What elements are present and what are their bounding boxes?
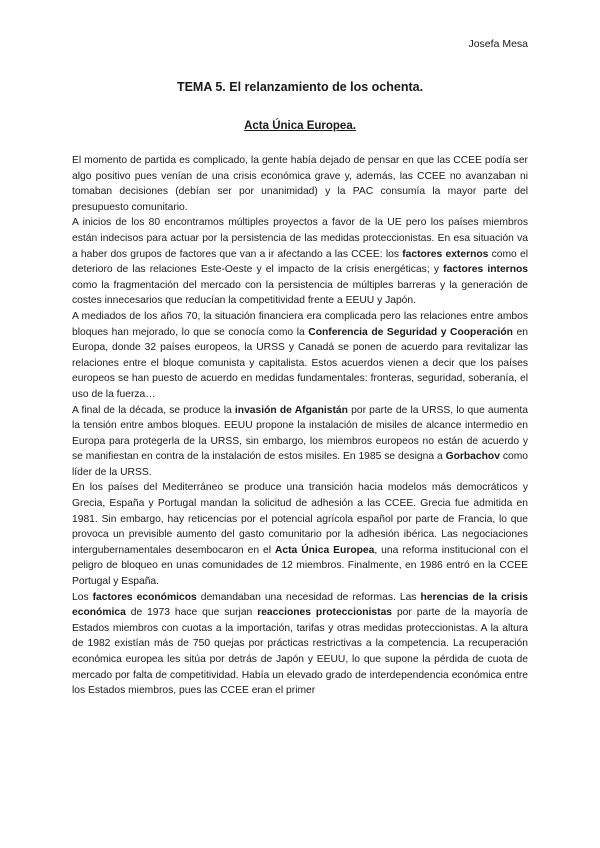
bold-term: invasión de Afganistán <box>234 404 348 416</box>
paragraph <box>72 590 528 699</box>
bold-term: herencias de la crisis económica <box>72 591 528 619</box>
bold-term: Conferencia de Seguridad y Cooperación <box>308 326 513 338</box>
bold-term: factores externos <box>402 248 489 260</box>
text-run: A inicios de los 80 encontramos múltiples proyectos a favor de la UE pero los países miembros están indecisos para actuar por la persistencia de las medidas proteccionistas. En esa situación va a haber dos grupos de factores que van a ir afectando a las CCEE: los <box>72 217 528 260</box>
author-name: Josefa Mesa <box>468 38 528 50</box>
text-run: A final de la década, se produce la <box>72 404 235 416</box>
bold-term: Acta Única Europea <box>274 544 375 556</box>
paragraph <box>72 309 528 403</box>
text-run: como líder de la URSS. <box>72 451 529 478</box>
text-run: , una reforma institucional con el peligro de bloqueo en unas comunidades de 12 miembros. Finalmente, en 1986 entró en la CCEE Portugal y España. <box>72 544 528 588</box>
paragraph <box>72 403 528 481</box>
bold-term: factores internos <box>443 264 528 276</box>
text-run: como la fragmentación del mercado con la persistencia de múltiples barreras y la generación de costes innecesarios que reducían la competitividad frente a EEUU y Japón. <box>72 279 528 307</box>
section-heading: Acta Única Europea. <box>244 120 356 132</box>
paragraph <box>72 480 528 589</box>
bold-term: factores económicos <box>92 591 197 603</box>
text-run: en Europa, donde 32 países europeos, la URSS y Canadá se ponen de acuerdo para revitalizar las relaciones entre el bloque comunista y capitalista. Estos acuerdos vienen a decir que los países europeos se han puesto de acuerdo en medidas fundamentales: fronteras, seguridad, soberanía, el uso de la fuerza… <box>72 326 528 400</box>
text-run: por parte de la URSS, lo que aumenta la tensión entre ambos bloques. EEUU propone la instalación de misiles de alcance intermedio en Europa para protegerla de la URSS, sin embargo, los miembros europeos no están de acuerdo y se manifiestan en contra de la instalación de estos misiles. En 1985 se designa a <box>72 404 528 463</box>
text-run: demandaban una necesidad de reformas. Las <box>196 591 421 603</box>
text-run: El momento de partida es complicado, la gente había dejado de pensar en que las CCEE podía ser algo positivo pues venían de una crisis económica grave y, además, las CCEE no avanzaban ni tomaban decisiones (debían ser por unanimidad) y la PAC consumía la mayor parte del presupuesto comunitario. <box>72 155 528 213</box>
text-run: como el deterioro de las relaciones Este-Oeste y el impacto de la crisis energéticas; y <box>72 248 528 276</box>
paragraph <box>72 153 528 215</box>
text-run: En los países del Mediterráneo se produce una transición hacia modelos más democráticos y Grecia, España y Portugal mandan la solicitud de adhesión a las CCEE. Grecia fue admitida en 1981. Sin embargo, hay reticencias por el potencial agrícola español por parte de Francia, lo que provoca un previsible aumento del gasto comunitario por la adhesión ibérica. Las negociaciones intergubernamentales desembocaron en el <box>72 482 528 556</box>
body-text <box>72 153 528 699</box>
page-title: TEMA 5. El relanzamiento de los ochenta. <box>176 80 424 94</box>
text-run: de 1973 hace que surjan <box>125 607 258 619</box>
bold-term: reacciones proteccionistas <box>257 607 393 619</box>
text-run: Los <box>72 591 93 603</box>
paragraph <box>72 215 528 309</box>
bold-term: Gorbachov <box>445 451 500 463</box>
text-run: por parte de la mayoría de Estados miembros con cuotas a la importación, tarifas y otras medidas proteccionistas. A la altura de 1982 existían más de 750 quejas por prácticas restrictivas a la competencia. La recuperación económica europea les sitúa por detrás de Japón y EEUU, lo que supone la pérdida de cuota de mercado por falta de competitividad. Había un elevado grado de interdependencia económica entre los Estados miembros, pues las CCEE eran el primer <box>72 607 528 697</box>
text-run: A mediados de los años 70, la situación financiera era complicada pero las relaciones entre ambos bloques han mejorado, lo que se conocía como la <box>72 310 528 338</box>
